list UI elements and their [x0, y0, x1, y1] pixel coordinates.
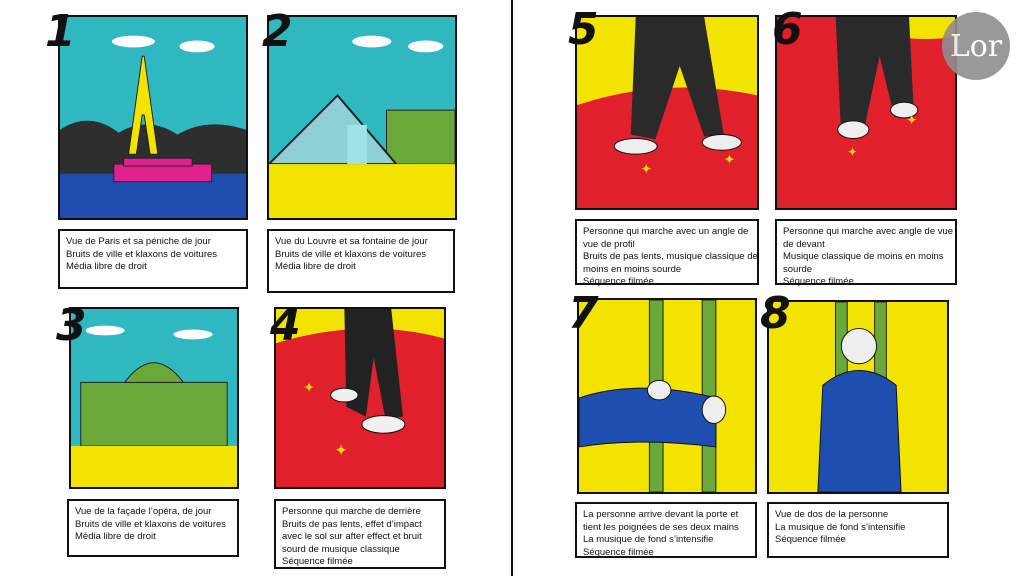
caption-line: de devant: [783, 238, 825, 250]
panel-4-caption: [274, 499, 446, 569]
caption-line: Bruits de pas lents, effet d’impact: [282, 518, 422, 530]
caption-line: Vue de dos de la personne: [775, 509, 889, 520]
panel-3-image: [69, 307, 239, 489]
panel-6-number: 6: [772, 4, 803, 55]
panel-1-number: 1: [45, 6, 76, 57]
caption-line: La musique de fond s’intensifie: [583, 534, 714, 545]
caption-line: Média libre de droit: [75, 531, 156, 542]
caption-line: Séquence filmée: [783, 276, 854, 287]
caption-line: Musique classique de moins en moins: [783, 251, 944, 262]
caption-line: avec le sol sur after effect et bruit: [282, 531, 422, 542]
caption-line: Personne qui marche avec un angle de: [583, 226, 749, 237]
caption-line: Bruits de pas lents, musique classique de: [583, 251, 758, 262]
page-divider: [511, 0, 513, 576]
caption-line: Vue de Paris et sa péniche de jour: [66, 236, 211, 247]
svg-text:✦: ✦: [640, 161, 653, 177]
svg-text:✦: ✦: [847, 146, 858, 160]
svg-text:✦: ✦: [303, 380, 315, 396]
panel-7-caption: [575, 502, 757, 558]
panel-2-number: 2: [262, 6, 293, 57]
caption-line: moins en moins sourde: [583, 263, 682, 275]
caption-line: vue de profil: [583, 238, 635, 250]
svg-text:✦: ✦: [723, 151, 736, 167]
panel-3-caption: [67, 499, 239, 557]
panel-2-caption: [267, 229, 455, 293]
caption-line: Vue du Louvre et sa fontaine de jour: [275, 236, 428, 247]
caption-line: Personne qui marche de derrière: [282, 506, 421, 517]
panel-5-image: [575, 15, 759, 210]
caption-line: sourde: [783, 263, 813, 275]
panel-1-image: [58, 15, 248, 220]
caption-line: Séquence filmée: [583, 546, 654, 558]
panel-5-caption: [575, 219, 759, 285]
svg-text:✦: ✦: [906, 112, 918, 128]
caption-line: Séquence filmée: [775, 534, 846, 545]
caption-line: La musique de fond s’intensifie: [775, 521, 906, 533]
panel-4-number: 4: [270, 300, 301, 351]
logo-text: Lor: [949, 28, 1003, 64]
caption-line: Bruits de ville et klaxons de voitures: [75, 518, 227, 530]
panel-8-caption: [767, 502, 949, 558]
panel-1-caption: [58, 229, 248, 289]
panel-6-caption: [775, 219, 957, 285]
panel-3-number: 3: [56, 300, 87, 351]
caption-line: Bruits de ville et klaxons de voitures: [66, 248, 218, 260]
caption-line: Personne qui marche avec angle de vue: [783, 226, 954, 237]
caption-line: Vue de la façade l’opéra, de jour: [75, 506, 212, 517]
caption-line: Bruits de ville et klaxons de voitures: [275, 248, 427, 260]
panel-7-image: [577, 298, 757, 494]
caption-line: La personne arrive devant la porte et: [583, 509, 739, 520]
panel-8-image: [767, 300, 949, 494]
panel-2-image: [267, 15, 457, 220]
caption-line: sourd de musique classique: [282, 543, 400, 555]
panel-7-number: 7: [568, 288, 599, 339]
watermark-logo: [942, 12, 1010, 80]
svg-text:✦: ✦: [334, 442, 348, 460]
panel-8-number: 8: [760, 288, 791, 339]
caption-line: Séquence filmée: [282, 556, 353, 567]
caption-line: tient les poignées de ses deux mains: [583, 521, 739, 533]
caption-line: Séquence filmée: [583, 276, 654, 287]
caption-line: Média libre de droit: [275, 261, 356, 272]
panel-5-number: 5: [568, 4, 599, 55]
caption-line: Média libre de droit: [66, 261, 147, 272]
